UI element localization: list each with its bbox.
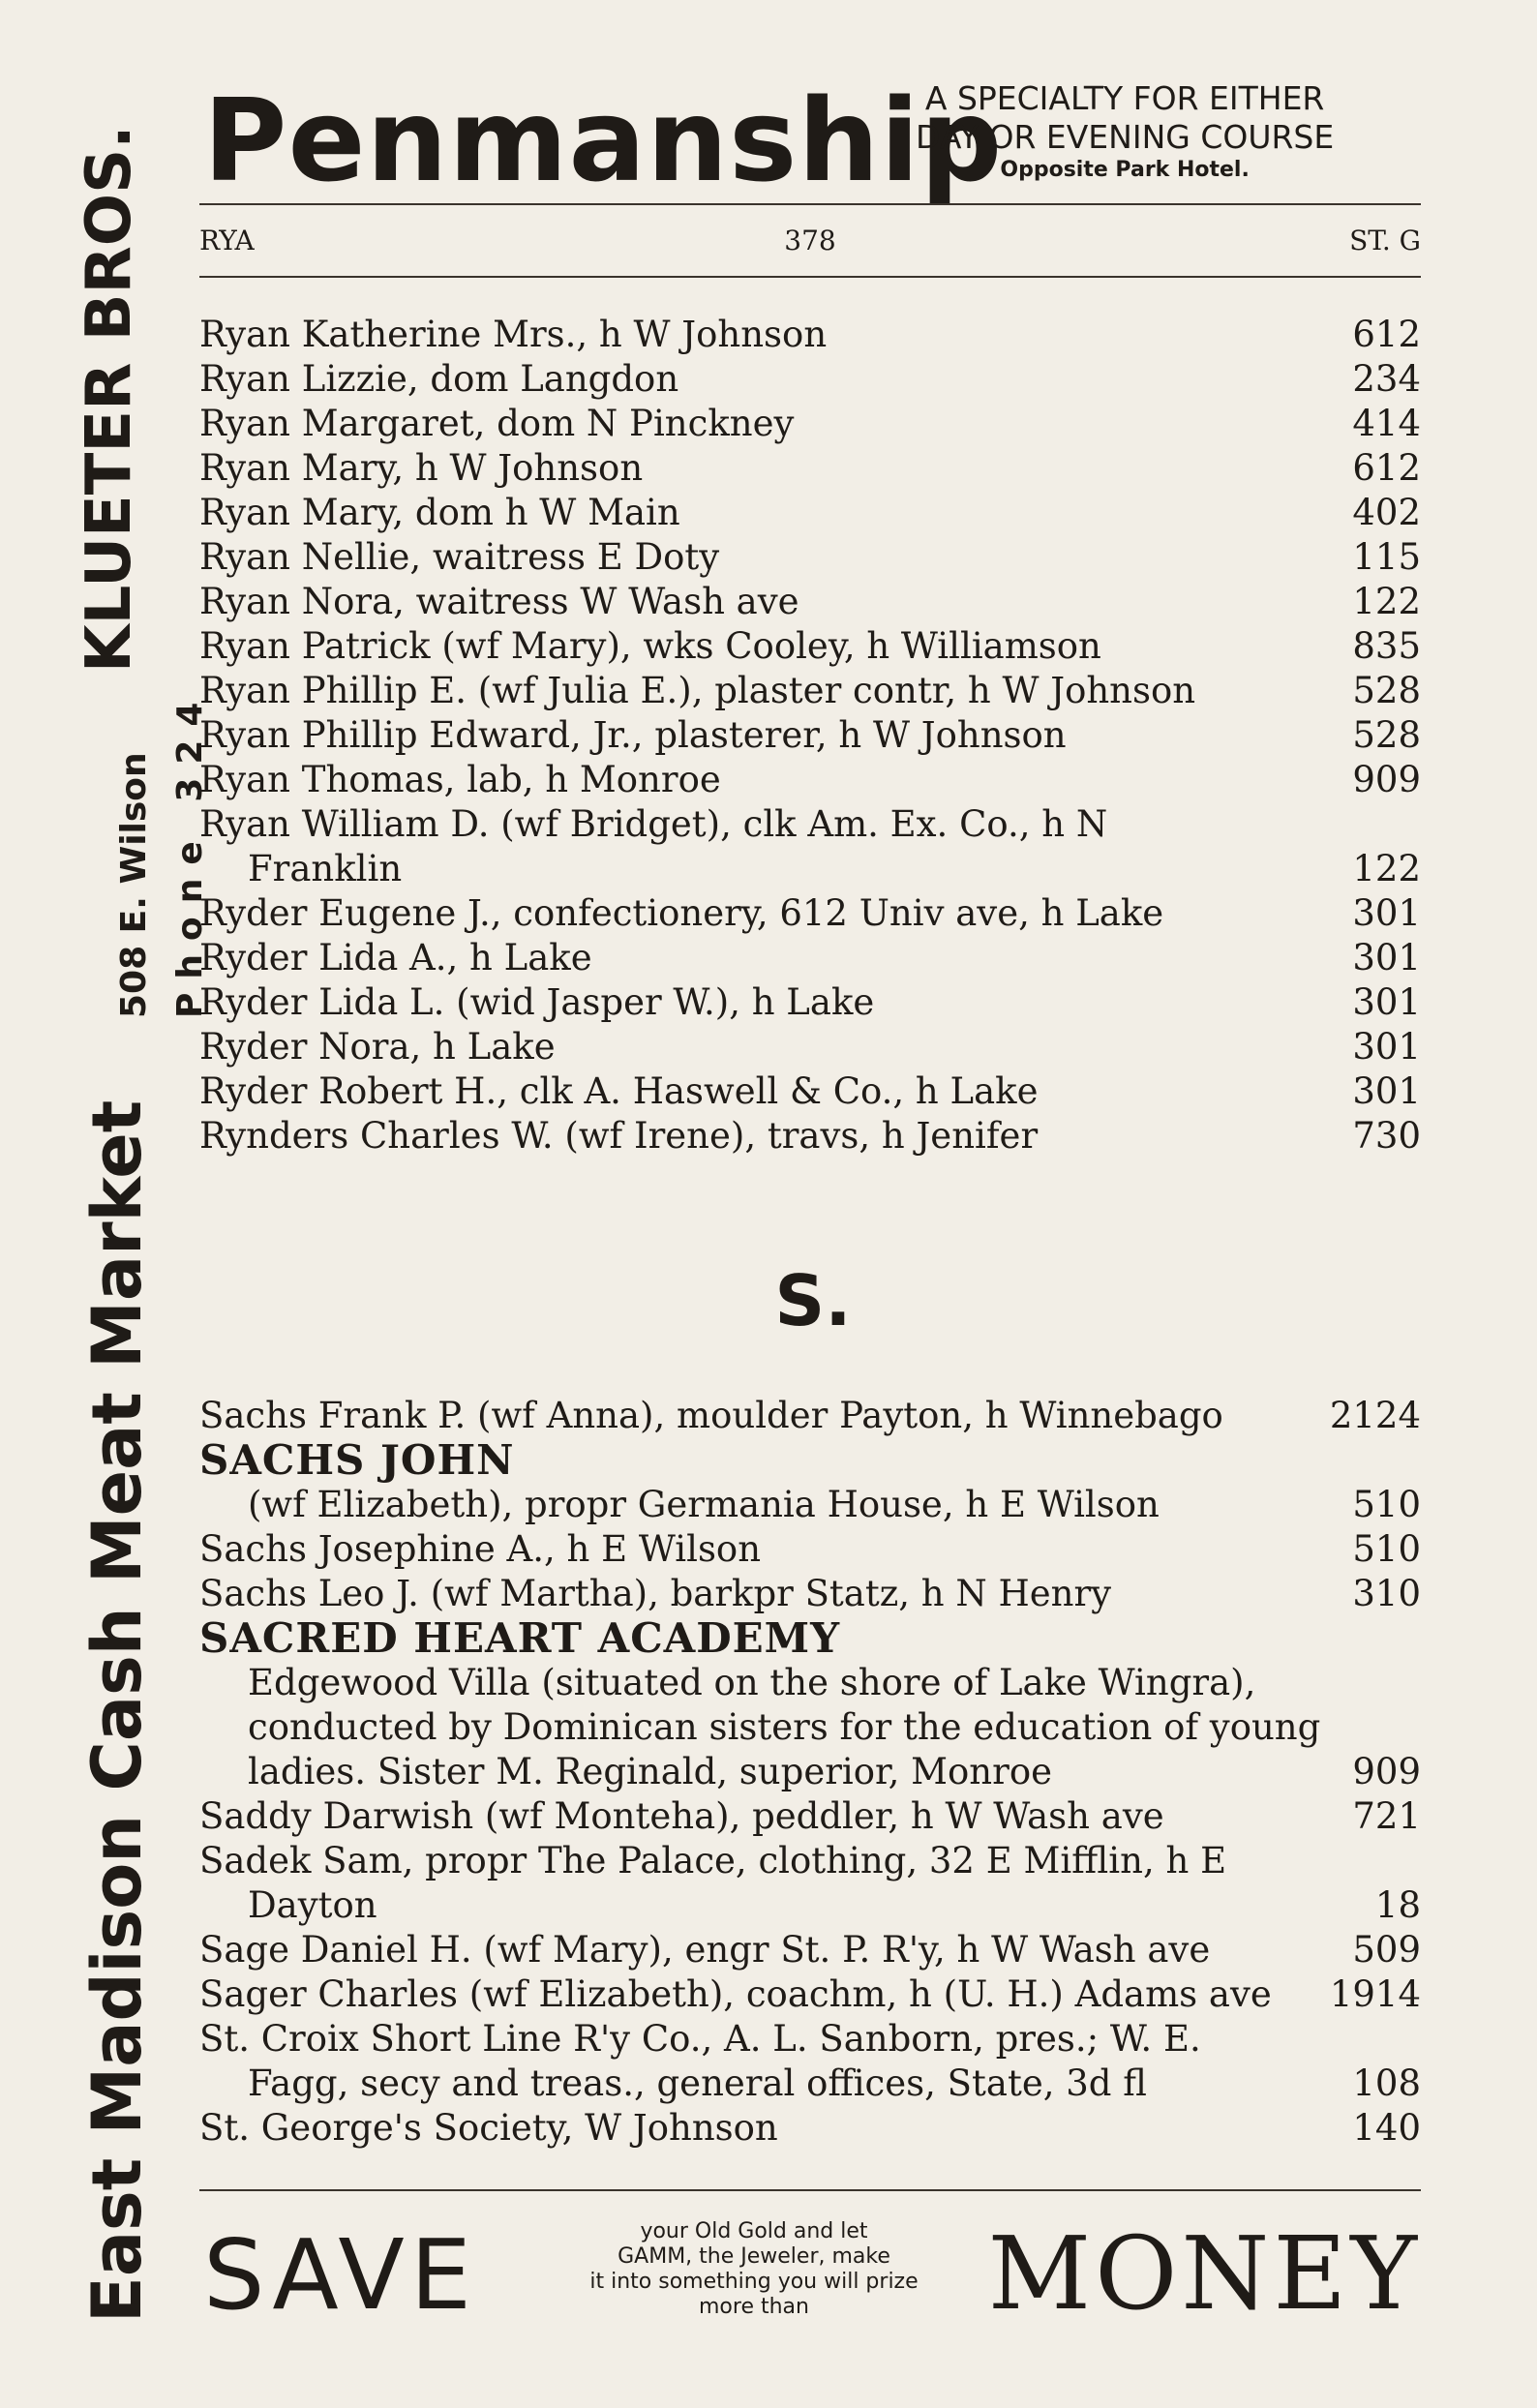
list-item: Ryan Lizzie, dom Langdon 234 (199, 358, 1421, 400)
directory-entries-s (199, 1394, 1421, 2151)
list-item: Sachs Leo J. (wf Martha), barkpr Statz, h N Henry 310 (199, 1573, 1421, 1614)
list-item-continuation: conducted by Dominican sisters for the education of young (248, 1706, 1321, 1748)
bottom-ad-line-3: it into something you will prize (589, 2270, 919, 2294)
list-item: Rynders Charles W. (wf Irene), travs, h Jenifer 730 (199, 1115, 1421, 1157)
list-item: Ryan Nellie, waitress E Doty 115 (199, 536, 1421, 578)
list-item: St. George's Society, W Johnson 140 (199, 2107, 1421, 2149)
list-item: St. Croix Short Line R'y Co., A. L. Sanborn, pres.; W. E. (199, 2018, 1201, 2060)
top-ad-line-1: A SPECIALTY FOR EITHER (924, 79, 1325, 117)
list-item: Ryan Phillip E. (wf Julia E.), plaster contr, h W Johnson 528 (199, 670, 1421, 711)
list-item-continuation: Edgewood Villa (situated on the shore of Lake Wingra), (248, 1662, 1256, 1703)
header-right: ST. G (1349, 225, 1421, 256)
list-item: Sadek Sam, propr The Palace, clothing, 32 E Mifflin, h E (199, 1840, 1227, 1881)
top-ad-text (916, 79, 1334, 184)
list-item: Sachs Josephine A., h E Wilson 510 (199, 1528, 1421, 1570)
list-item: Ryan William D. (wf Bridget), clk Am. Ex. Co., h N (199, 803, 1108, 845)
list-item: Ryder Eugene J., confectionery, 612 Univ ave, h Lake 301 (199, 892, 1421, 934)
top-advertisement (203, 68, 1423, 208)
list-item-continuation: Franklin 122 (248, 848, 1421, 889)
list-item: Saddy Darwish (wf Monteha), peddler, h W Wash ave 721 (199, 1795, 1421, 1837)
list-item: Ryan Katherine Mrs., h W Johnson 612 (199, 314, 1421, 355)
list-item: Ryan Nora, waitress W Wash ave 122 (199, 581, 1421, 622)
list-item: Ryder Lida L. (wid Jasper W.), h Lake 301 (199, 981, 1421, 1023)
bottom-ad-line-1: your Old Gold and let (640, 2219, 868, 2243)
penmanship-title: Penmanship (203, 74, 1004, 207)
list-item: Ryan Patrick (wf Mary), wks Cooley, h Williamson 835 (199, 625, 1421, 667)
running-header (199, 225, 1421, 263)
save-word: SAVE (203, 2218, 477, 2332)
side-ad-east-madison: East Madison Cash Meat Market (77, 1099, 157, 2323)
top-rule (199, 203, 1421, 205)
list-item: Sachs Frank P. (wf Anna), moulder Payton, h Winnebago 2124 (199, 1395, 1421, 1436)
top-ad-line-2: DAY OR EVENING COURSE (916, 118, 1335, 156)
list-item-continuation: ladies. Sister M. Reginald, superior, Monroe 909 (248, 1751, 1421, 1792)
bottom-ad-text (551, 2219, 957, 2320)
list-item-continuation: (wf Elizabeth), propr Germania House, h E Wilson 510 (248, 1484, 1421, 1525)
list-item: Ryan Margaret, dom N Pinckney 414 (199, 403, 1421, 444)
header-left: RYA (199, 225, 255, 256)
bottom-ad-line-4: more than (699, 2295, 809, 2319)
list-item: Sager Charles (wf Elizabeth), coachm, h (U. H.) Adams ave 1914 (199, 1973, 1421, 2015)
list-item-continuation: Fagg, secy and treas., general offices, State, 3d fl 108 (248, 2062, 1421, 2104)
side-ad-klueter: KLUETER BROS. (74, 125, 145, 673)
side-ad-phone: Phone 324 (170, 688, 210, 1018)
list-item: Ryan Thomas, lab, h Monroe 909 (199, 759, 1421, 800)
list-item: Sage Daniel H. (wf Mary), engr St. P. R'y, h W Wash ave 509 (199, 1929, 1421, 1971)
directory-entries-r (199, 313, 1421, 1159)
list-item-heading: SACRED HEART ACADEMY (199, 1614, 841, 1662)
top-ad-line-3: Opposite Park Hotel. (1000, 158, 1250, 182)
list-item: Ryder Robert H., clk A. Haswell & Co., h Lake 301 (199, 1070, 1421, 1112)
list-item-heading: SACHS JOHN (199, 1436, 515, 1484)
list-item: Ryan Mary, dom h W Main 402 (199, 492, 1421, 533)
section-heading: S. (774, 1260, 852, 1341)
bottom-advertisement (199, 2197, 1421, 2342)
list-item: Ryder Nora, h Lake 301 (199, 1026, 1421, 1068)
list-item: Ryan Mary, h W Johnson 612 (199, 447, 1421, 489)
bottom-rule (199, 2189, 1421, 2191)
page-number: 378 (784, 225, 836, 256)
list-item: Ryan Phillip Edward, Jr., plasterer, h W Johnson 528 (199, 714, 1421, 756)
side-ad-address: 508 E. Wilson (114, 752, 154, 1018)
money-word: MONEY (987, 2214, 1421, 2333)
bottom-ad-line-2: GAMM, the Jeweler, make (618, 2244, 890, 2269)
header-rule (199, 276, 1421, 278)
list-item: Ryder Lida A., h Lake 301 (199, 937, 1421, 978)
list-item-continuation: Dayton 18 (248, 1884, 1421, 1926)
